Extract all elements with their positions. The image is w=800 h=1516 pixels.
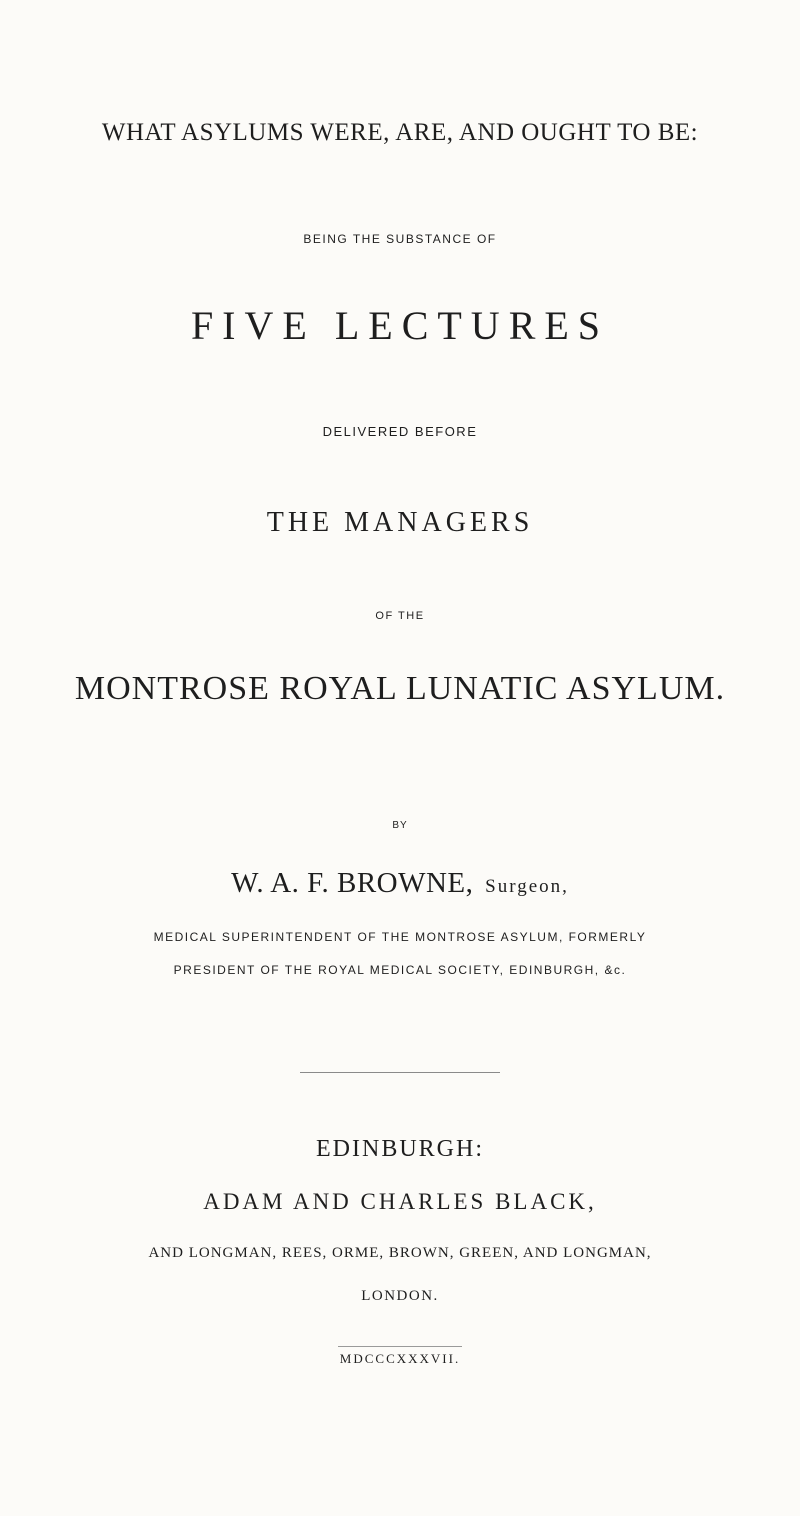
- asylum-name: MONTROSE ROYAL LUNATIC ASYLUM.: [74, 670, 726, 707]
- managers-heading: THE MANAGERS: [266, 507, 534, 538]
- by-label: BY: [392, 820, 408, 831]
- publication-city: EDINBURGH:: [316, 1136, 484, 1162]
- author-name: W. A. F. BROWNE,: [231, 867, 474, 899]
- divider-rule: [300, 1072, 500, 1073]
- subtitle-intro: BEING THE SUBSTANCE OF: [303, 232, 497, 246]
- publisher-city-london: LONDON.: [361, 1288, 439, 1304]
- delivered-before: DELIVERED BEFORE: [322, 424, 478, 439]
- date-rule: [338, 1346, 462, 1347]
- main-title: WHAT ASYLUMS WERE, ARE, AND OUGHT TO BE:: [101, 119, 699, 146]
- lectures-heading: FIVE LECTURES: [190, 303, 610, 348]
- publication-date: MDCCCXXXVII.: [339, 1351, 461, 1366]
- author-description-line-1: MEDICAL SUPERINTENDENT OF THE MONTROSE ASYLUM, FORMERLY: [153, 930, 647, 944]
- author-role: Surgeon,: [485, 876, 569, 897]
- publisher-line-1: ADAM AND CHARLES BLACK,: [203, 1189, 597, 1214]
- author-line: [0, 869, 800, 898]
- of-the: OF THE: [375, 610, 425, 622]
- author-description-line-2: PRESIDENT OF THE ROYAL MEDICAL SOCIETY, EDINBURGH, &c.: [173, 963, 627, 977]
- publisher-line-2: AND LONGMAN, REES, ORME, BROWN, GREEN, AND LONGMAN,: [148, 1245, 652, 1261]
